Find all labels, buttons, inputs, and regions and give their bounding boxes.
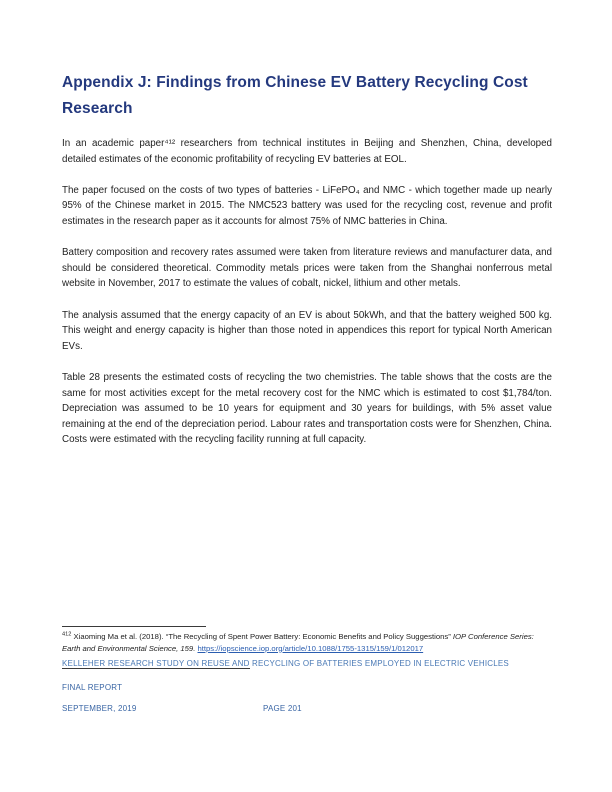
footnote-link[interactable]: https://iopscience.iop.org/article/10.1088/1755-1315/159/1/012017 <box>197 643 424 653</box>
body-text <box>62 136 552 448</box>
body-paragraph-table28: Table 28 presents the estimated costs of recycling the two chemistries. The table shows that the costs are the same for most activities except for the metal recovery cost for the NMC which is estimated to cost $1,784/ton. Depreciation was assumed to be 10 years for equipment and 30 years for buildings, with 5% asset value remaining at the end of the depreciation period. Labour rates and transportation costs were for Shenzhen, China. Costs were estimated with the recycling facility running at full capacity. <box>62 371 552 446</box>
footer-date: SEPTEMBER, 2019 <box>62 703 137 713</box>
kelleher-study-link[interactable]: KELLEHER RESEARCH STUDY ON REUSE AND <box>62 658 250 668</box>
footnote-marker: 412 <box>62 631 72 638</box>
footnote-citation: Xiaoming Ma et al. (2018). “The Recycling of Spent Power Battery: Economic Benefits and Policy Suggestions” <box>71 632 453 641</box>
page-title-line-1: Appendix J: Findings from Chinese EV Battery Recycling Cost <box>62 74 528 91</box>
footnote-separator <box>62 626 206 627</box>
report-title-rest: RECYCLING OF BATTERIES EMPLOYED IN ELECTRIC VEHICLES <box>249 658 509 668</box>
footnote <box>62 631 552 655</box>
page-title <box>62 70 552 122</box>
final-report-label: FINAL REPORT <box>62 682 123 692</box>
page-content <box>62 70 552 463</box>
body-paragraph-composition: Battery composition and recovery rates assumed were taken from literature reviews and manufacturer data, and should be considered theoretical. Commodity metals prices were taken from the Shanghai nonferrous metal website in November, 2017 to estimate the values of cobalt, nickel, lithium and other metals. <box>62 247 552 290</box>
body-paragraph-intro: In an academic paper⁴¹² researchers from technical institutes in Beijing and Shenzhen, China, developed detailed estimates of the economic profitability of recycling EV batteries at EOL. <box>62 138 552 165</box>
body-paragraph-battery-types: The paper focused on the costs of two types of batteries - LiFePO₄ and NMC - which together made up nearly 95% of the Chinese market in 2015. The NMC523 battery was used for the recycling cost, revenue and profit estimates in the research paper as it accounts for almost 75% of NMC batteries in China. <box>62 184 552 227</box>
footnote-journal-italic: IOP Conference Series: Earth and Environmental Science, 159. <box>62 632 534 653</box>
report-title-line <box>62 658 552 669</box>
footer-page-number: PAGE 201 <box>263 703 302 713</box>
footnote-block <box>62 626 552 714</box>
page-title-line-2: Research <box>62 100 133 117</box>
body-paragraph-energy-capacity: The analysis assumed that the energy capacity of an EV is about 50kWh, and that the battery weighed 500 kg. This weight and energy capacity is higher than those noted in appendices this report for typical North American EVs. <box>62 309 552 352</box>
page-footer <box>62 704 552 714</box>
